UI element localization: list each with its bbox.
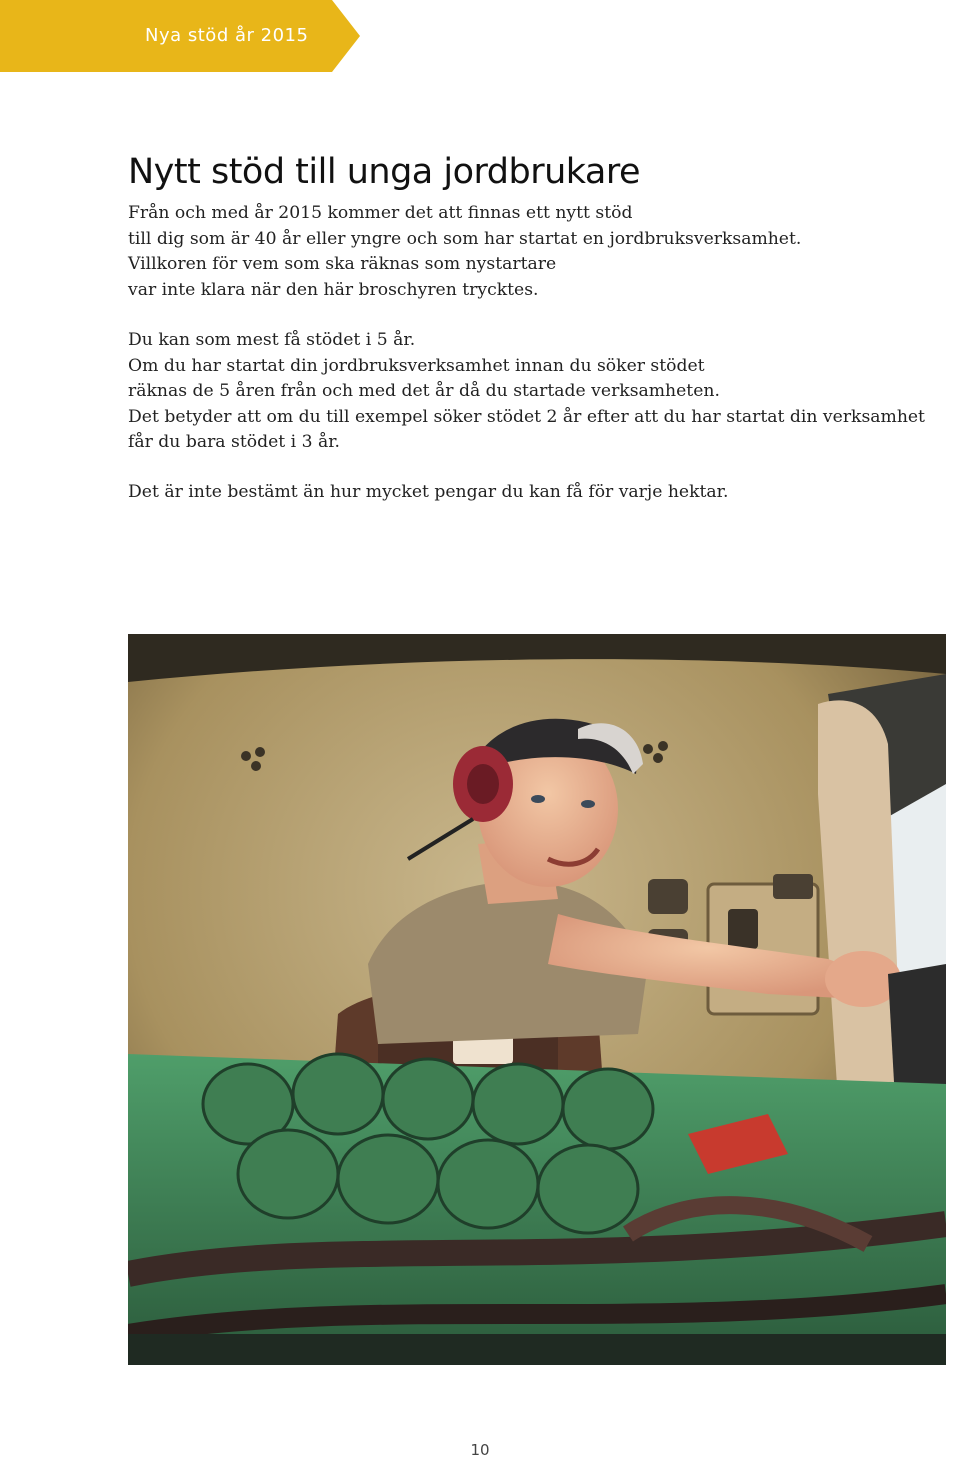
text-line: räknas de 5 åren från och med det år då du startade verksamheten.	[128, 381, 720, 401]
text-line: var inte klara när den här broschyren trycktes.	[128, 279, 539, 300]
farmer-photo	[128, 634, 946, 1365]
text-line: Det är inte bestämt än hur mycket pengar du kan få för varje hektar.	[128, 482, 729, 502]
text-line: Villkoren för vem som ska räknas som nystartare	[128, 254, 557, 274]
text-line: Det betyder att om du till exempel söker stödet 2 år efter att du har startat din verksamhet	[128, 406, 925, 427]
photo-young-farmer-in-tractor-cab-icon	[128, 634, 946, 1365]
text-line: Från och med år 2015 kommer det att finnas ett nytt stöd	[128, 203, 633, 223]
text-line: till dig som är 40 år eller yngre och som har startat en jordbruksverksamhet.	[128, 228, 802, 249]
page-number: 10	[470, 1441, 490, 1459]
section-banner	[0, 0, 360, 72]
amount-paragraph	[128, 480, 958, 506]
page-title: Nytt stöd till unga jordbrukare	[128, 152, 641, 192]
section-label: Nya stöd år 2015	[145, 25, 309, 46]
text-line: får du bara stödet i 3 år.	[128, 432, 341, 452]
text-line: Du kan som mest få stödet i 5 år.	[128, 330, 416, 350]
duration-paragraph	[128, 328, 958, 456]
text-line: Om du har startat din jordbruksverksamhet innan du söker stödet	[128, 355, 705, 376]
intro-paragraph	[128, 201, 958, 303]
